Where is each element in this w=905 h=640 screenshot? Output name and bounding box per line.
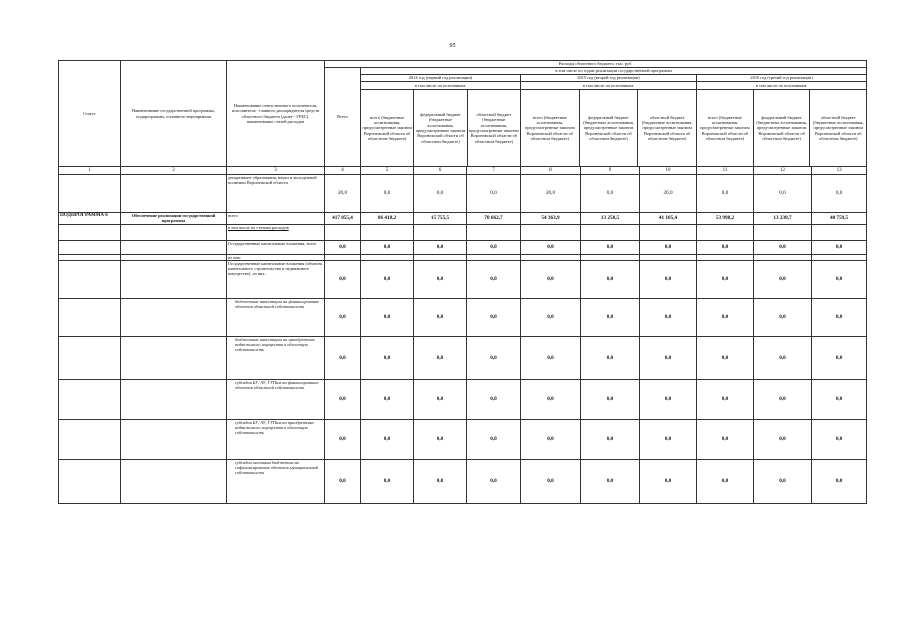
column-number: 13 xyxy=(812,167,867,175)
header-subcol-2016-1: всего (бюджетные ассигнования, предусмотренные законом Воронежской области об областном бюджете) xyxy=(697,90,754,166)
header-subcol-2015-3: областной бюджет (бюджетные ассигнования, предусмотренные законом Воронежской области об областном бюджете) xyxy=(641,114,693,141)
row-value: 0,0 xyxy=(697,260,754,298)
row-value: 0,0 xyxy=(361,240,414,254)
row-value: 0,0 xyxy=(361,260,414,298)
row-value: 0,0 xyxy=(325,260,361,298)
table-row xyxy=(59,298,867,336)
header-subcol-2014-1: всего (бюджетные ассигнования, предусмотренные законом Воронежской области об областном бюджете) xyxy=(361,90,414,166)
row-status xyxy=(59,379,121,419)
header-year-2015: 2015 год (второй год реализации) xyxy=(521,75,697,82)
table-row xyxy=(59,459,867,503)
row-value: 0,0 xyxy=(581,336,640,379)
row-responsible: в том числе по статьям расходов xyxy=(227,224,325,240)
row-name xyxy=(121,336,227,379)
row-value xyxy=(640,224,697,240)
column-number: 8 xyxy=(521,167,581,175)
row-status xyxy=(59,224,121,240)
row-value: 0,0 xyxy=(640,336,697,379)
header-year-2016: 2016 год (третий год реализации) xyxy=(697,75,867,82)
table-row xyxy=(59,213,867,225)
row-value xyxy=(414,224,467,240)
row-status xyxy=(59,175,121,213)
header-sources-2015: в том числе по источникам: xyxy=(521,82,696,90)
row-value: 0,0 xyxy=(414,175,467,213)
table-row xyxy=(59,224,867,240)
row-value: 0,0 xyxy=(812,240,867,254)
header-budget-title: Расходы областного бюджета, тыс. руб. xyxy=(325,61,867,68)
row-value: 0,0 xyxy=(812,379,867,419)
column-number: 1 xyxy=(59,167,121,175)
header-sources-2016: в том числе по источникам: xyxy=(697,82,866,90)
row-value: 20,0 xyxy=(521,175,581,213)
row-value: 0,0 xyxy=(361,459,414,503)
column-number: 2 xyxy=(121,167,227,175)
row-responsible: субсидии БУ, АУ, ГУПам на приобретение недвижимого имущества в областную собственность xyxy=(227,419,325,459)
budget-table xyxy=(58,60,867,504)
row-value xyxy=(812,224,867,240)
row-value xyxy=(325,224,361,240)
row-value: 41 105,4 xyxy=(640,213,697,225)
row-responsible: Государственные капитальные вложения (объекты капитального строительства и недвижимое имущество), из них: xyxy=(227,260,325,298)
header-subcol-2015-1: всего (бюджетные ассигнования, предусмотренные законом Воронежской области об областном бюджете) xyxy=(521,90,580,166)
row-value: 0,0 xyxy=(697,298,754,336)
row-value: 0,0 xyxy=(581,260,640,298)
row-value: 0,0 xyxy=(697,419,754,459)
row-value: 0,0 xyxy=(581,240,640,254)
row-value: 0,0 xyxy=(414,379,467,419)
row-value: 0,0 xyxy=(640,298,697,336)
table-row xyxy=(59,379,867,419)
row-value: 40 759,5 xyxy=(812,213,867,225)
row-value: 0,0 xyxy=(325,240,361,254)
header-total: Всего xyxy=(325,68,361,167)
row-responsible: Государственные капитальные вложения, всего xyxy=(227,240,325,254)
row-value xyxy=(697,224,754,240)
row-value: 0,0 xyxy=(521,240,581,254)
row-value: 0,0 xyxy=(467,175,521,213)
row-value xyxy=(521,224,581,240)
row-name xyxy=(121,459,227,503)
row-value: 0,0 xyxy=(697,175,754,213)
row-value: 0,0 xyxy=(754,260,812,298)
row-value: 0,0 xyxy=(812,175,867,213)
row-value: 13 258,5 xyxy=(581,213,640,225)
row-value: 0,0 xyxy=(325,379,361,419)
row-value: 0,0 xyxy=(414,260,467,298)
row-value: 0,0 xyxy=(414,459,467,503)
row-responsible: бюджетные инвестиции на финансирование объектов областной собственности xyxy=(227,298,325,336)
header-in-years: в том числе по годам реализации государственной программы xyxy=(361,68,867,75)
row-name xyxy=(121,240,227,254)
column-number: 5 xyxy=(361,167,414,175)
row-value: 0,0 xyxy=(581,459,640,503)
row-value: 54 363,9 xyxy=(521,213,581,225)
row-value: 0,0 xyxy=(361,336,414,379)
row-value: 0,0 xyxy=(581,298,640,336)
row-responsible: департамент образования, науки и молодежной политики Воронежской области xyxy=(227,175,325,213)
table-row xyxy=(59,260,867,298)
row-status xyxy=(59,336,121,379)
row-value: 0,0 xyxy=(467,419,521,459)
row-responsible: всего xyxy=(227,213,325,225)
row-value: 417 055,4 xyxy=(325,213,361,225)
row-name xyxy=(121,379,227,419)
row-status xyxy=(59,240,121,254)
row-name xyxy=(121,260,227,298)
header-subcol-2015-2: федеральный бюджет (бюджетные ассигнования, предусмотренные законом Воронежской области об областном бюджете) xyxy=(580,90,639,166)
column-number: 4 xyxy=(325,167,361,175)
column-number: 12 xyxy=(754,167,812,175)
row-value: 0,0 xyxy=(640,260,697,298)
table-row xyxy=(59,175,867,213)
table-row xyxy=(59,240,867,254)
row-responsible: субсидии местным бюджетам на софинансирование объектов муниципальной собственности xyxy=(227,459,325,503)
row-value: 0,0 xyxy=(414,298,467,336)
row-name: Обеспечение реализации государственной программы xyxy=(121,213,227,225)
row-value: 0,0 xyxy=(812,260,867,298)
row-value: 0,0 xyxy=(467,298,521,336)
column-number: 7 xyxy=(467,167,521,175)
header-subcol-2016-2: федеральный бюджет (бюджетные ассигнования, предусмотренные законом Воронежской области об областном бюджете) xyxy=(754,90,811,166)
column-number: 10 xyxy=(640,167,697,175)
row-value: 0,0 xyxy=(581,175,640,213)
header-year-2014: 2014 год (первый год реализации) xyxy=(361,75,521,82)
row-value: 0,0 xyxy=(754,298,812,336)
page-number: 95 xyxy=(449,43,456,49)
row-value: 0,0 xyxy=(325,336,361,379)
row-value xyxy=(754,224,812,240)
row-value: 0,0 xyxy=(754,379,812,419)
row-name xyxy=(121,175,227,213)
row-name xyxy=(121,298,227,336)
row-status xyxy=(59,419,121,459)
row-value: 0,0 xyxy=(325,298,361,336)
row-value: 0,0 xyxy=(325,419,361,459)
row-value: 0,0 xyxy=(812,419,867,459)
row-status xyxy=(59,459,121,503)
row-value: 0,0 xyxy=(697,459,754,503)
row-value: 0,0 xyxy=(361,379,414,419)
row-status xyxy=(59,298,121,336)
row-name xyxy=(121,224,227,240)
row-value: 0,0 xyxy=(754,336,812,379)
row-status xyxy=(59,260,121,298)
header-status: Статус xyxy=(59,61,121,167)
row-value: 0,0 xyxy=(640,419,697,459)
row-responsible: субсидии БУ, АУ, ГУПам на финансирование объектов областной собственности xyxy=(227,379,325,419)
row-value xyxy=(361,224,414,240)
row-value: 0,0 xyxy=(467,240,521,254)
row-value: 0,0 xyxy=(361,298,414,336)
header-subcol-2016-3: областной бюджет (бюджетные ассигнования, предусмотренные законом Воронежской области об областном бюджете) xyxy=(813,114,864,141)
column-number: 9 xyxy=(581,167,640,175)
row-value: 0,0 xyxy=(697,336,754,379)
row-name xyxy=(121,419,227,459)
row-status: ПОДПРОГРАММА 6 xyxy=(59,213,121,225)
row-value: 0,0 xyxy=(521,336,581,379)
column-number: 6 xyxy=(414,167,467,175)
row-value: 0,0 xyxy=(414,240,467,254)
row-value: 0,0 xyxy=(640,240,697,254)
row-value: 70 662,7 xyxy=(467,213,521,225)
row-value xyxy=(467,224,521,240)
row-value: 0,0 xyxy=(467,260,521,298)
header-subcol-2014-3: областной бюджет (бюджетные ассигнования, предусмотренные законом Воронежской области об областном бюджете) xyxy=(469,112,519,144)
row-value: 0,0 xyxy=(812,298,867,336)
row-value: 0,0 xyxy=(581,379,640,419)
table-row xyxy=(59,419,867,459)
row-value: 0,0 xyxy=(812,459,867,503)
row-value: 86 418,2 xyxy=(361,213,414,225)
row-value: 0,0 xyxy=(697,379,754,419)
table-row xyxy=(59,336,867,379)
row-value: 0,0 xyxy=(467,336,521,379)
row-value: 13 238,7 xyxy=(754,213,812,225)
row-value: 0,0 xyxy=(754,240,812,254)
row-value: 0,0 xyxy=(521,298,581,336)
row-responsible: бюджетные инвестиции на приобретение недвижимого имущества в областную собственность xyxy=(227,336,325,379)
row-value: 0,0 xyxy=(521,379,581,419)
row-value: 0,0 xyxy=(754,459,812,503)
header-name: Наименование государственной программы, подпрограммы, основного мероприятия xyxy=(121,61,227,167)
row-value: 20,0 xyxy=(640,175,697,213)
row-value: 0,0 xyxy=(521,419,581,459)
row-value: 0,0 xyxy=(414,419,467,459)
row-value: 53 998,2 xyxy=(697,213,754,225)
row-value: 0,0 xyxy=(361,175,414,213)
header-responsible: Наименование ответственного исполнителя, исполнителя - главного распорядителя средств областного бюджета (далее - ГРБС), наименование статей расходов xyxy=(227,61,325,167)
row-value: 0,0 xyxy=(414,336,467,379)
row-value: 0,0 xyxy=(521,459,581,503)
row-responsible: из них: xyxy=(227,254,325,260)
row-value: 0,0 xyxy=(467,459,521,503)
row-value: 0,0 xyxy=(812,336,867,379)
row-value: 0,0 xyxy=(467,379,521,419)
row-value: 0,0 xyxy=(697,240,754,254)
row-value: 20,0 xyxy=(325,175,361,213)
row-value: 0,0 xyxy=(325,459,361,503)
column-number: 11 xyxy=(697,167,754,175)
row-value: 0,0 xyxy=(754,419,812,459)
row-value: 0,0 xyxy=(640,379,697,419)
row-value: 0,0 xyxy=(581,419,640,459)
row-value xyxy=(581,224,640,240)
header-sources-2014: в том числе по источникам: xyxy=(361,82,520,90)
row-value: 0,0 xyxy=(640,459,697,503)
row-value: 0,0 xyxy=(521,260,581,298)
column-number: 3 xyxy=(227,167,325,175)
row-value: 15 755,5 xyxy=(414,213,467,225)
row-value: 0,0 xyxy=(754,175,812,213)
row-value: 0,0 xyxy=(361,419,414,459)
header-subcol-2014-2: федеральный бюджет (бюджетные ассигнования, предусмотренные законом Воронежской области об областном бюджете) xyxy=(414,90,467,166)
